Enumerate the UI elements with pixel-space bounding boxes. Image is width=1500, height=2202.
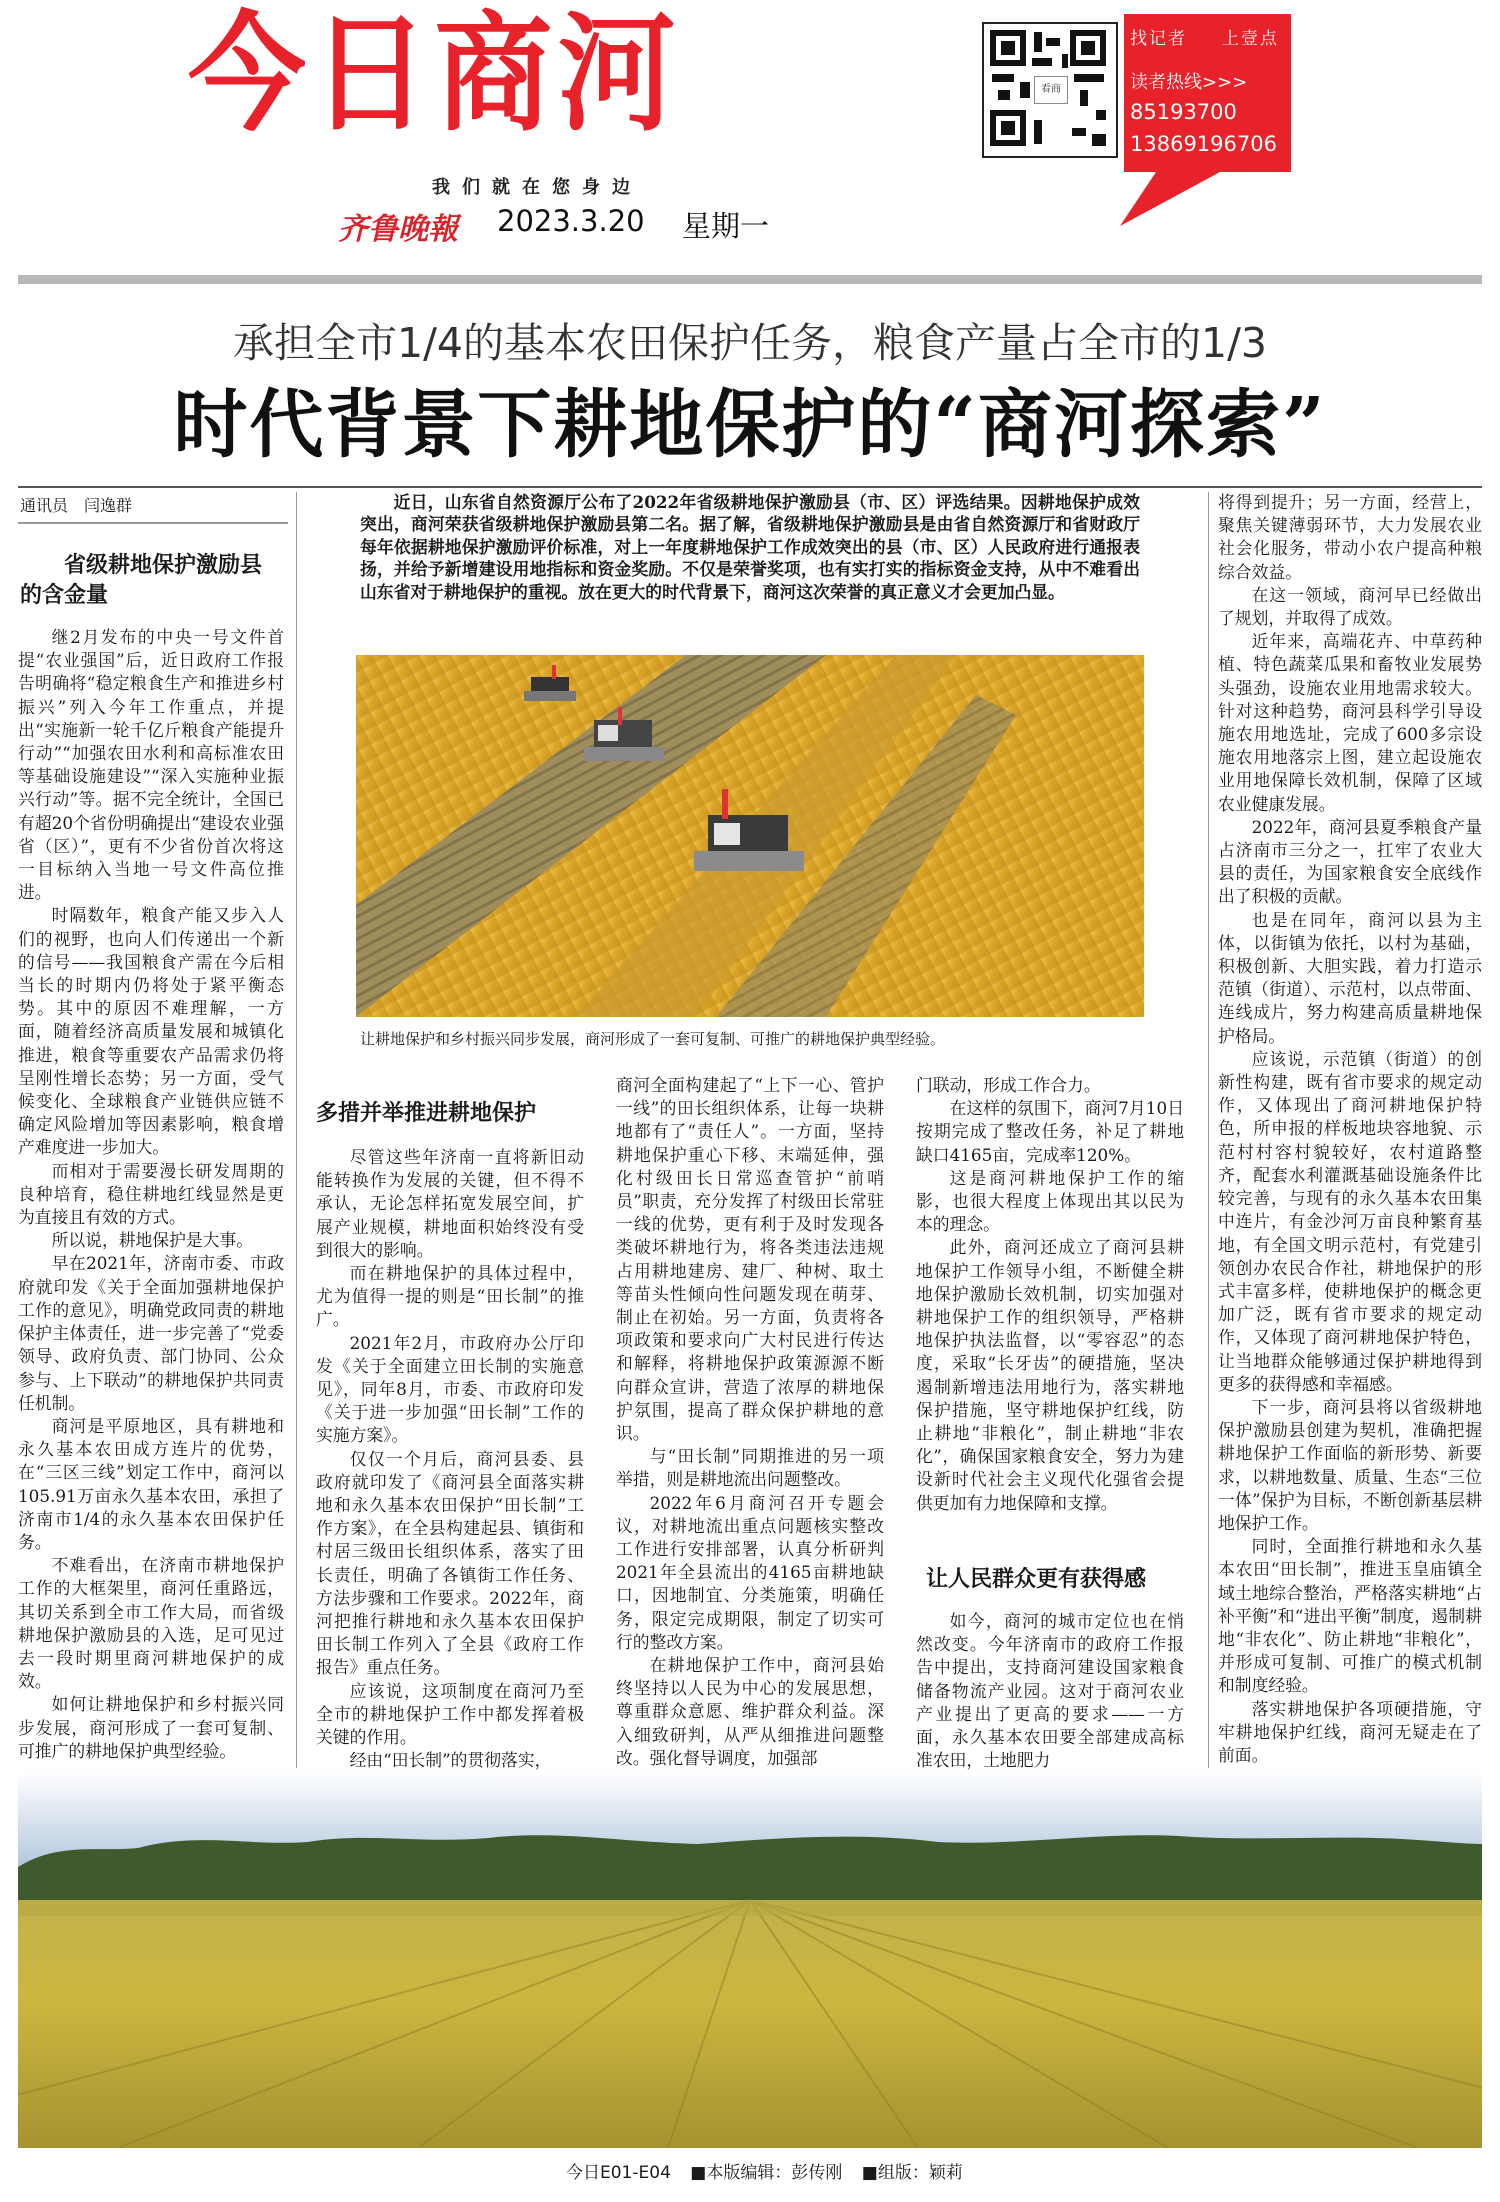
masthead-title: 今日商河 — [188, 0, 682, 149]
paragraph: 继2月发布的中央一号文件首提“农业强国”后，近日政府工作报告明确将“稳定粮食生产和推进乡村振兴”列入今年工作重点，并提出“实施新一轮千亿斤粮食产能提升行动”“加强农田水利和高标准农田等基础设施建设”“深入实施种业振兴行动”等。据不完全统计，全国已有超20个省份明确提出“建设农业强省（区）”，更有不少省份首次将这一目标纳入当地一号文件高位推进。 — [18, 627, 284, 903]
footer-layout: ■组版：颖莉 — [861, 2163, 963, 2183]
photo-caption: 让耕地保护和乡村振兴同步发展，商河形成了一套可复制、可推广的耕地保护典型经验。 — [360, 1030, 946, 1048]
paragraph: 所以说，耕地保护是大事。 — [51, 1230, 253, 1251]
section-title-measures: 多措并举推进耕地保护 — [316, 1100, 537, 1126]
paragraph: 2022年，商河县夏季粮食产量占济南市三分之一，扛牢了农业大县的责任，为国家粮食安全底线作出了积极的贡献。 — [1218, 816, 1482, 907]
paragraph: 同时，全面推行耕地和永久基本农田“田长制”，推进玉皇庙镇全域土地综合整治，严格落实耕地“占补平衡”和“进出平衡”制度，遏制耕地“非农化”、防止耕地“非粮化”，并形成可复制、可推广的模式机制和制度经验。 — [1218, 1536, 1482, 1696]
column-divider — [1208, 492, 1209, 1768]
paragraph: 此外，商河还成立了商河县耕地保护工作领导小组，不断健全耕地保护激励长效机制，切实加强对耕地保护工作的组织领导，严格耕地保护执法监督，以“零容忍”的态度，采取“长牙齿”的硬措施，坚决遏制新增违法用地行为，落实耕地保护措施，坚守耕地保护红线，防止耕地“非粮化”，制止耕地“非农化”，确保国家粮食安全，努力为建设新时代社会主义现代化强省会提供更加有力地保障和支撑。 — [916, 1237, 1184, 1513]
paragraph: 而相对于需要漫长研发周期的良种培育，稳住耕地红线显然是更为直接且有效的方式。 — [18, 1160, 284, 1228]
paragraph: 早在2021年，济南市委、市政府就印发《关于全面加强耕地保护工作的意见》，明确党政同责的耕地保护主体责任，进一步完善了“党委领导、政府负责、部门协同、公众参与、上下联动”的耕地保护共同责任机制。 — [18, 1253, 284, 1413]
column-4-continued — [916, 1610, 1184, 1772]
paragraph: 经由“田长制”的贯彻落实， — [349, 1750, 552, 1771]
paragraph: 应该说，示范镇（街道）的创新性构建，既有省市要求的规定动作，又体现出了商河耕地保护特色，所申报的样板地块容地貌、示范村村容村貌较好，农村道路整齐，配套水利灌溉基础设施条件比较完善，与现有的永久基本农田集中连片，有金沙河万亩良种繁育基地，有全国文明示范村，有党建引领创办农民合作社，耕地保护的形式丰富多样，使耕地保护的概念更加广泛，既有省市要求的规定动作，又体现了商河耕地保护特色，让当地群众能够通过保护耕地得到更多的获得感和幸福感。 — [1218, 1048, 1482, 1394]
hotline-banner — [1120, 8, 1295, 226]
paper-name-logo: 齐鲁晚報 — [338, 212, 458, 247]
paragraph: 与“田长制”同期推进的另一项举措，则是耕地流出问题整改。 — [616, 1446, 884, 1490]
paragraph: 商河全面构建起了“上下一心、管护一线”的田长组织体系，让每一块耕地都有了“责任人”。一方面，坚持耕地保护重心下移、末端延伸，强化村级田长日常巡查管护“前哨员”职责，充分发挥了村级田长常驻一线的优势，更有利于及时发现各类破坏耕地行为，将各类违法违规占用耕地建房、建厂、种树、取土等苗头性倾向性问题发现在萌芽、制止在初始。另一方面，负责将各项政策和要求向广大村民进行传达和解释，将耕地保护政策源源不断向群众宣讲，营造了浓厚的耕地保护氛围，提高了群众保护耕地的意识。 — [616, 1075, 884, 1444]
harvest-photo-illustration — [356, 655, 1144, 1017]
field-landscape-illustration — [18, 1772, 1482, 2148]
column-2 — [316, 1146, 584, 1772]
paragraph: 这是商河耕地保护工作的缩影，也很大程度上体现出其以民为本的理念。 — [916, 1167, 1184, 1235]
masthead-slogan: 我们就在您身边 — [432, 177, 642, 198]
column-3 — [616, 1074, 884, 1770]
footer-editor: ■本版编辑：彭传刚 — [690, 2163, 843, 2183]
find-reporter-label: 找记者 — [1130, 29, 1187, 49]
article-headline: 时代背景下耕地保护的“商河探索” — [173, 382, 1327, 468]
byline-rule — [18, 522, 288, 524]
paragraph: 下一步，商河县将以省级耕地保护激励县创建为契机，准确把握耕地保护工作面临的新形势、新要求，以耕地数量、质量、生态“三位一体”保护为目标，不断创新基层耕地保护工作。 — [1218, 1396, 1482, 1533]
issue-date: 2023.3.20 — [497, 204, 645, 238]
column-5 — [1218, 491, 1482, 1767]
article-subhead: 承担全市1/4的基本农田保护任务，粮食产量占全市的1/3 — [233, 319, 1267, 367]
paragraph: 近年来，高端花卉、中草药种植、特色蔬菜瓜果和畜牧业发展势头强劲，设施农业用地需求较大。针对这种趋势，商河县科学引导设施农用地选址，完成了600多宗设施农用地落宗上图，建立起设施农业用地保障长效机制，保障了区域农业健康发展。 — [1218, 631, 1482, 814]
paragraph: 应该说，这项制度在商河乃至全市的耕地保护工作中都发挥着极关键的作用。 — [316, 1680, 584, 1748]
masthead-divider — [18, 275, 1482, 284]
page-footer — [566, 2158, 963, 2183]
harvest-photo — [356, 655, 1144, 1017]
byline: 通讯员 闫逸群 — [20, 496, 133, 515]
qr-code — [982, 22, 1118, 158]
section-title-benefit: 让人民群众更有获得感 — [926, 1566, 1147, 1592]
qr-center-label: 看商 — [1034, 76, 1068, 104]
paragraph: 不难看出，在济南市耕地保护工作的大框架里，商河任重路远，其切关系到全市工作大局，而省级耕地保护激励县的入选，足可见过去一段时期里商河耕地保护的成效。 — [18, 1555, 284, 1692]
column-1 — [18, 626, 284, 1763]
column-divider — [296, 492, 297, 1768]
issue-weekday: 星期一 — [682, 209, 770, 243]
paragraph: 商河是平原地区，具有耕地和永久基本农田成方连片的优势，在“三区三线”划定工作中，商河以105.91万亩永久基本农田，承担了济南市1/4的永久基本农田保护任务。 — [18, 1415, 284, 1552]
paragraph: 在耕地保护工作中，商河县始终坚持以人民为中心的发展思想，尊重群众意愿、维护群众利益。深入细致研判，从严从细推进问题整改。强化督导调度，加强部 — [616, 1655, 884, 1768]
paragraph: 而在耕地保护的具体过程中，尤为值得一提的则是“田长制”的推广。 — [316, 1263, 584, 1330]
channel-label: 上壹点 — [1222, 29, 1279, 49]
paragraph: 如今，商河的城市定位也在悄然改变。今年济南市的政府工作报告中提出，支持商河建设国家粮食储备物流产业园。这对于商河农业产业提出了更高的要求——一方面，永久基本农田要全部建成高标准农田，土地肥力 — [916, 1611, 1184, 1771]
paragraph: 在这样的氛围下，商河7月10日按期完成了整改任务，补足了耕地缺口4165亩，完成率120%。 — [916, 1098, 1184, 1165]
paragraph: 也是在同年，商河以县为主体，以街镇为依托，以村为基础，积极创新、大胆实践，着力打造示范镇（街道）、示范村，以点带面、连线成片，努力构建高质量耕地保护格局。 — [1218, 909, 1482, 1046]
paragraph: 2022年6月商河召开专题会议，对耕地流出重点问题核实整改工作进行安排部署，认真分析研判2021年全县流出的4165亩耕地缺口，因地制宜、分类施策，明确任务，限定完成期限，制定了切实可行的整改方案。 — [616, 1492, 884, 1652]
column-4 — [916, 1074, 1184, 1515]
headline-divider — [18, 486, 1482, 488]
paragraph: 如何让耕地保护和乡村振兴同步发展，商河形成了一套可复制、可推广的耕地保护典型经验。 — [18, 1694, 284, 1761]
section-title-incentive: 省级耕地保护激励县的含金量 — [20, 552, 263, 608]
paragraph: 落实耕地保护各项硬措施，守牢耕地保护红线，商河无疑走在了前面。 — [1218, 1698, 1482, 1765]
paragraph: 2021年2月，市政府办公厅印发《关于全面建立田长制的实施意见》，同年8月，市委、市政府印发《关于进一步加强“田长制”工作的实施方案》。 — [316, 1332, 584, 1446]
field-landscape-photo — [18, 1772, 1482, 2148]
paragraph: 尽管这些年济南一直将新旧动能转换作为发展的关键，但不得不承认，无论怎样拓宽发展空间，扩展产业规模，耕地面积始终没有受到很大的影响。 — [316, 1147, 584, 1260]
paragraph: 将得到提升；另一方面，经营上，聚焦关键薄弱环节，大力发展农业社会化服务，带动小农户提高种粮综合效益。 — [1218, 492, 1482, 582]
hotline-phone-2: 13869196706 — [1130, 132, 1277, 156]
article-lead: 近日，山东省自然资源厅公布了2022年省级耕地保护激励县（市、区）评选结果。因耕地保护成效突出，商河荣获省级耕地保护激励县第二名。据了解，省级耕地保护激励县是由省自然资源厅和省财政厅每年依据耕地保护激励评价标准，对上一年度耕地保护工作成效突出的县（市、区）人民政府进行通报表扬，并给予新增建设用地指标和资金奖励。不仅是荣誉奖项，也有实打实的指标资金支持，从中不难看出山东省对于耕地保护的重视。放在更大的时代背景下，商河这次荣誉的真正意义才会更加凸显。 — [360, 492, 1140, 602]
paragraph: 仅仅一个月后，商河县委、县政府就印发了《商河县全面落实耕地和永久基本农田保护“田长制”工作方案》，在全县构建起县、镇街和村居三级田长组织体系，落实了田长责任，明确了各镇街工作任务、方法步骤和工作要求。2022年，商河把推行耕地和永久基本农田保护田长制工作列入了全县《政府工作报告》重点任务。 — [316, 1448, 584, 1678]
paragraph: 门联动，形成工作合力。 — [916, 1075, 1101, 1095]
reader-hotline-label: 读者热线>>> — [1130, 72, 1248, 93]
hotline-phone-1: 85193700 — [1130, 100, 1237, 124]
paragraph: 在这一领域，商河早已经做出了规划，并取得了成效。 — [1218, 584, 1482, 629]
footer-pages: 今日E01-E04 — [566, 2163, 671, 2183]
paragraph: 时隔数年，粮食产能又步入人们的视野，也向人们传递出一个新的信号——我国粮食产需在今后相当长的时期内仍将处于紧平衡态势。其中的原因不难理解，一方面，随着经济高质量发展和城镇化推进，粮食等重要农产品需求仍将呈刚性增长态势；另一方面，受气候变化、全球粮食产业链供应链不确定风险增加等因素影响，粮食增产难度进一步加大。 — [18, 905, 284, 1158]
